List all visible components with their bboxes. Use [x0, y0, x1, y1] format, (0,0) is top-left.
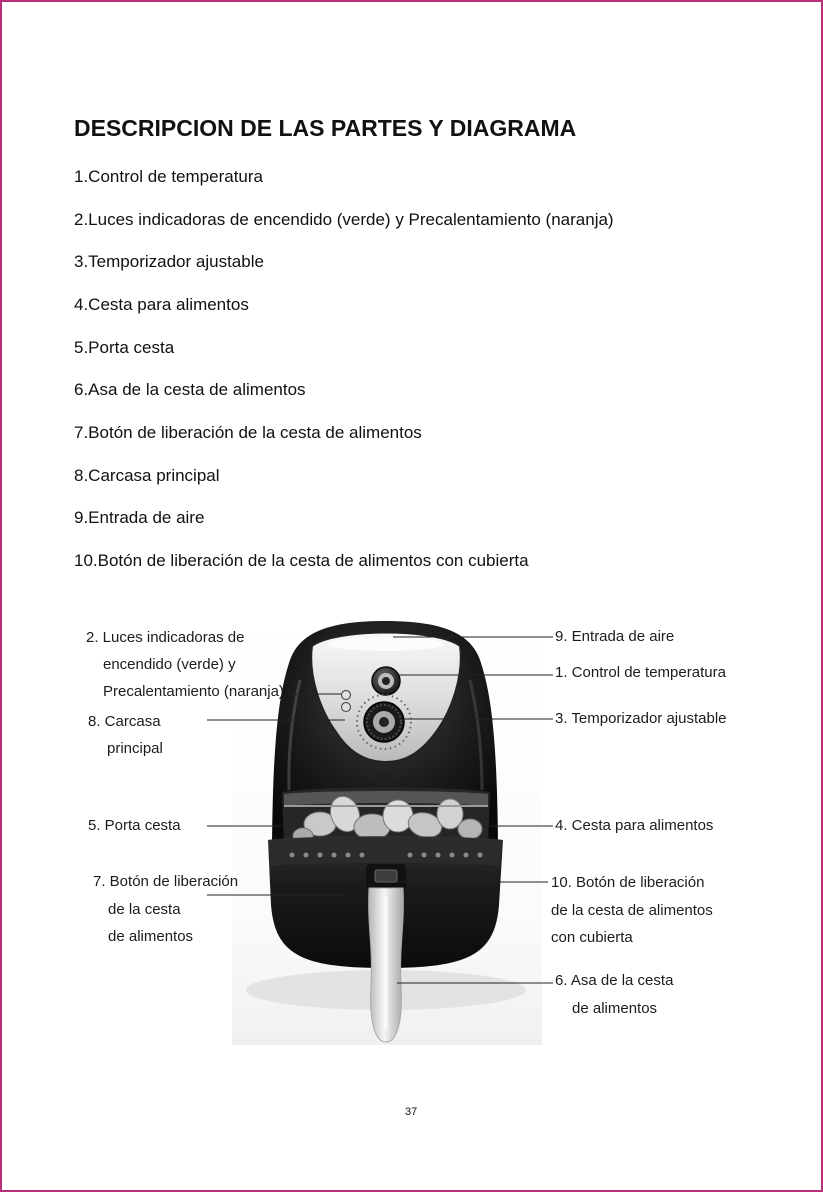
- callout-label: 6. Asa de la cesta: [555, 972, 674, 989]
- vent-hole: [332, 853, 337, 858]
- parts-list-item: 6.Asa de la cesta de alimentos: [74, 380, 306, 400]
- callout-label: de alimentos: [108, 928, 194, 945]
- indicator-light-preheat: [342, 703, 351, 712]
- vent-hole: [290, 853, 295, 858]
- vent-hole: [408, 853, 413, 858]
- callout-label: encendido (verde) y: [103, 656, 236, 673]
- parts-list-item: 10.Botón de liberación de la cesta de alimentos con cubierta: [74, 550, 529, 570]
- callout-label: principal: [107, 740, 163, 757]
- vent-hole: [304, 853, 309, 858]
- parts-list-item: 9.Entrada de aire: [74, 508, 205, 528]
- callout-label: 3. Temporizador ajustable: [555, 710, 727, 727]
- drawer-rim: [270, 839, 501, 866]
- callout-label: 4. Cesta para alimentos: [555, 817, 714, 834]
- callout-label: 7. Botón de liberación: [93, 873, 239, 890]
- callout-label: Precalentamiento (naranja): [103, 683, 284, 700]
- vent-hole: [360, 853, 365, 858]
- vent-hole: [450, 853, 455, 858]
- callout-label: de alimentos: [572, 1000, 658, 1017]
- parts-list-item: 1.Control de temperatura: [74, 167, 263, 186]
- vent-hole: [346, 853, 351, 858]
- callout-label: 2. Luces indicadoras de: [86, 629, 245, 646]
- air-inlet: [328, 637, 444, 651]
- page-number: 37: [405, 1106, 418, 1118]
- vent-hole: [464, 853, 469, 858]
- indicator-light-power: [342, 691, 351, 700]
- callout-label: 8. Carcasa: [88, 713, 161, 730]
- callout-label: 1. Control de temperatura: [555, 664, 726, 681]
- vent-hole: [436, 853, 441, 858]
- callout-label: 10. Botón de liberación: [551, 874, 705, 891]
- callout-label: de la cesta de alimentos: [551, 902, 713, 919]
- vent-hole: [478, 853, 483, 858]
- parts-list-item: 3.Temporizador ajustable: [74, 252, 264, 272]
- parts-list-item: 5.Porta cesta: [74, 337, 175, 357]
- callout-label: 9. Entrada de aire: [555, 628, 675, 645]
- parts-list-item: 2.Luces indicadoras de encendido (verde) y Precalentamiento (naranja): [74, 209, 614, 229]
- vent-hole: [422, 853, 427, 858]
- temperature-knob: [372, 667, 400, 695]
- page-title: DESCRIPCION DE LAS PARTES Y DIAGRAMA: [74, 115, 577, 141]
- vent-hole: [318, 853, 323, 858]
- parts-list-item: 4.Cesta para alimentos: [74, 294, 249, 314]
- callout-label: de la cesta: [108, 901, 181, 918]
- callout-label: 5. Porta cesta: [88, 817, 181, 834]
- parts-list: [74, 167, 614, 594]
- parts-list-item: 8.Carcasa principal: [74, 465, 220, 485]
- parts-list-item: 7.Botón de liberación de la cesta de alimentos: [74, 422, 422, 442]
- release-button: [375, 870, 397, 882]
- callout-label: con cubierta: [551, 929, 633, 946]
